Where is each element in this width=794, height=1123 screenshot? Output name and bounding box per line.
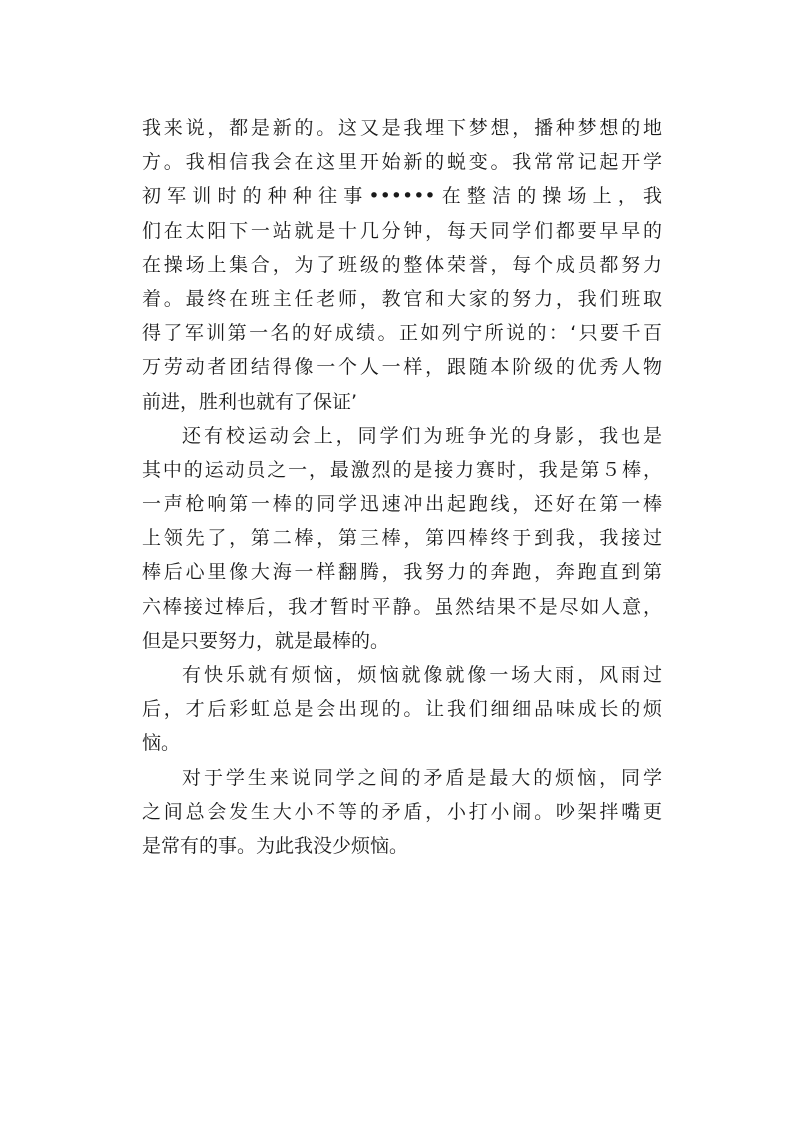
text-line: 是常有的事。为此我没少烦恼。: [142, 834, 409, 857]
text-line: 在操场上集合，为了班级的整体荣誉，每个成员都努力: [142, 253, 662, 276]
text-line: 棒后心里像大海一样翻腾，我努力的奔跑，奔跑直到第: [142, 561, 662, 584]
paragraph: [142, 658, 662, 761]
text-line: 方。我相信我会在这里开始新的蜕变。我常常记起开学: [142, 151, 662, 174]
text-line: 后，才后彩虹总是会出现的。让我们细细品味成长的烦: [142, 698, 662, 721]
text-line: 一声枪响第一棒的同学迅速冲出起跑线，还好在第一棒: [142, 493, 662, 516]
text-line: 恼。: [142, 732, 181, 755]
text-line: 着。最终在班主任老师，教官和大家的努力，我们班取: [142, 287, 662, 310]
text-line: 之间总会发生大小不等的矛盾，小打小闹。吵架拌嘴更: [142, 800, 662, 823]
text-line: 们在太阳下一站就是十几分钟，每天同学们都要早早的: [142, 219, 662, 242]
text-line: 万劳动者团结得像一个人一样，跟随本阶级的优秀人物: [142, 356, 662, 379]
text-line: 有快乐就有烦恼，烦恼就像就像一场大雨，风雨过: [182, 664, 662, 686]
paragraph: [142, 111, 662, 419]
text-line: 但是只要努力，就是最棒的。: [142, 629, 390, 652]
text-line: 得了军训第一名的好成绩。正如列宁所说的：‘只要千百: [142, 322, 662, 345]
text-line: 我来说，都是新的。这又是我埋下梦想，播种梦想的地: [142, 117, 662, 139]
text-line: 初军训时的种种往事••••••在整洁的操场上，我: [142, 185, 662, 208]
text-line: 还有校运动会上，同学们为班争光的身影，我也是: [182, 424, 662, 447]
paragraph: [142, 419, 662, 658]
text-line: 前进，胜利也就有了保证’: [142, 390, 358, 413]
text-line: 上领先了，第二棒，第三棒，第四棒终于到我，我接过: [142, 527, 662, 550]
document-body: [142, 111, 662, 863]
text-line: 六棒接过棒后，我才暂时平静。虽然结果不是尽如人意，: [142, 595, 662, 618]
text-line: 对于学生来说同学之间的矛盾是最大的烦恼，同学: [182, 766, 662, 789]
paragraph: [142, 761, 662, 864]
text-line: 其中的运动员之一，最激烈的是接力赛时，我是第５棒，: [142, 458, 662, 481]
